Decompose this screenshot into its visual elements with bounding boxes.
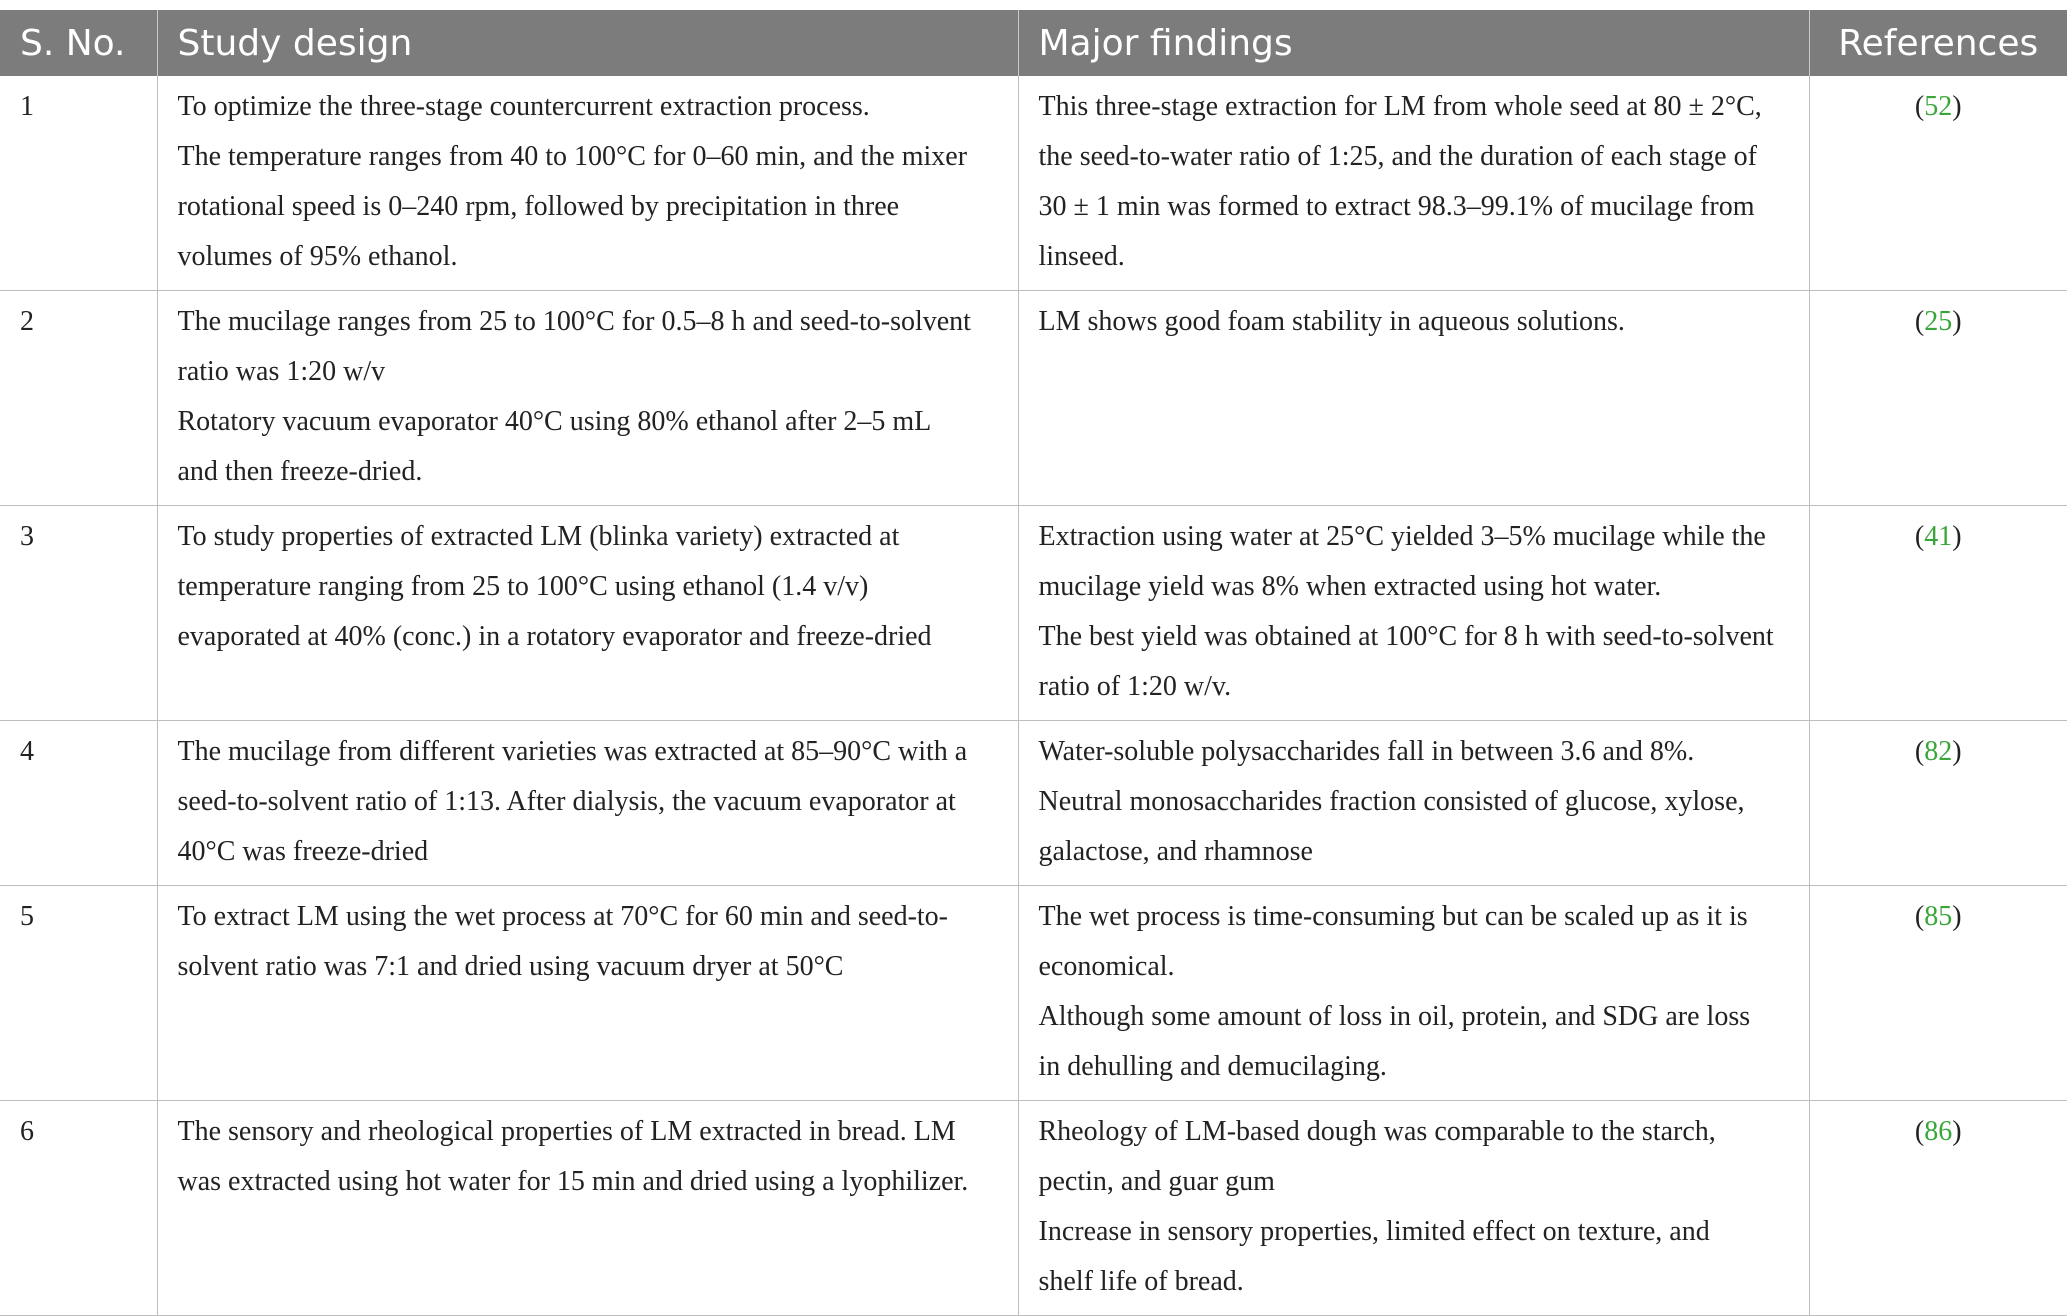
cell-reference: (41) [1809, 506, 2067, 721]
cell-study-design [157, 886, 1018, 1101]
cell-major-findings [1018, 721, 1809, 886]
table-row [0, 291, 2067, 506]
study-design-line: 40°C was freeze-dried [177, 836, 429, 867]
cell-study-design [157, 291, 1018, 506]
cell-study-design [157, 76, 1018, 291]
reference-link[interactable]: 52 [1924, 91, 1953, 122]
study-design-line: seed-to-solvent ratio of 1:13. After dialysis, the vacuum evaporator at [177, 786, 956, 817]
major-findings-line: Extraction using water at 25°C yielded 3–5% mucilage while the [1038, 521, 1766, 552]
study-design-line: solvent ratio was 7:1 and dried using vacuum dryer at 50°C [177, 951, 844, 982]
major-findings-line: galactose, and rhamnose [1038, 836, 1313, 867]
reference-link[interactable]: 82 [1924, 736, 1953, 767]
major-findings-line: The best yield was obtained at 100°C for 8 h with seed-to-solvent [1038, 621, 1774, 652]
major-findings-line: The wet process is time-consuming but can be scaled up as it is [1038, 901, 1748, 932]
study-design-line: The mucilage from different varieties was extracted at 85–90°C with a [177, 736, 968, 767]
major-findings-line: Rheology of LM-based dough was comparable to the starch, [1038, 1116, 1716, 1147]
cell-sno: 5 [0, 886, 157, 1101]
study-design-line: To extract LM using the wet process at 70°C for 60 min and seed-to- [177, 901, 948, 932]
header-references: References [1809, 10, 2067, 76]
table-header [0, 10, 2067, 76]
cell-major-findings [1018, 76, 1809, 291]
major-findings-line: ratio of 1:20 w/v. [1038, 671, 1232, 702]
cell-study-design [157, 721, 1018, 886]
table-row [0, 721, 2067, 886]
study-design-line: The mucilage ranges from 25 to 100°C for 0.5–8 h and seed-to-solvent [177, 306, 971, 337]
header-row [0, 10, 2067, 76]
cell-sno: 2 [0, 291, 157, 506]
data-table-container [0, 10, 2067, 1316]
table-body [0, 76, 2067, 1316]
cell-sno: 4 [0, 721, 157, 886]
reference-link[interactable]: 25 [1924, 306, 1953, 337]
header-study-design: Study design [157, 10, 1018, 76]
header-major-findings: Major findings [1018, 10, 1809, 76]
cell-major-findings [1018, 291, 1809, 506]
cell-sno: 1 [0, 76, 157, 291]
major-findings-line: pectin, and guar gum [1038, 1166, 1275, 1197]
study-design-line: The temperature ranges from 40 to 100°C for 0–60 min, and the mixer [177, 141, 968, 172]
cell-reference: (52) [1809, 76, 2067, 291]
cell-reference: (25) [1809, 291, 2067, 506]
major-findings-line: mucilage yield was 8% when extracted using hot water. [1038, 571, 1662, 602]
major-findings-line: the seed-to-water ratio of 1:25, and the duration of each stage of [1038, 141, 1757, 172]
cell-sno: 3 [0, 506, 157, 721]
major-findings-line: economical. [1038, 951, 1175, 982]
study-design-line: was extracted using hot water for 15 min and dried using a lyophilizer. [177, 1166, 969, 1197]
reference-link[interactable]: 41 [1924, 521, 1953, 552]
major-findings-line: Water-soluble polysaccharides fall in between 3.6 and 8%. [1038, 736, 1695, 767]
cell-major-findings [1018, 1101, 1809, 1316]
study-design-line: and then freeze-dried. [177, 456, 423, 487]
study-design-line: temperature ranging from 25 to 100°C using ethanol (1.4 v/v) [177, 571, 869, 602]
major-findings-line: This three-stage extraction for LM from whole seed at 80 ± 2°C, [1038, 91, 1762, 122]
study-design-line: To optimize the three-stage countercurrent extraction process. [177, 91, 870, 122]
header-sno: S. No. [0, 10, 157, 76]
cell-study-design [157, 506, 1018, 721]
major-findings-line: Although some amount of loss in oil, protein, and SDG are loss [1038, 1001, 1751, 1032]
study-design-line: rotational speed is 0–240 rpm, followed by precipitation in three [177, 191, 900, 222]
table-row [0, 76, 2067, 291]
cell-reference: (85) [1809, 886, 2067, 1101]
major-findings-line: linseed. [1038, 241, 1125, 272]
cell-major-findings [1018, 506, 1809, 721]
study-design-line: volumes of 95% ethanol. [177, 241, 458, 272]
major-findings-line: in dehulling and demucilaging. [1038, 1051, 1387, 1082]
study-design-line: ratio was 1:20 w/v [177, 356, 386, 387]
study-design-line: Rotatory vacuum evaporator 40°C using 80% ethanol after 2–5 mL [177, 406, 932, 437]
reference-link[interactable]: 86 [1924, 1116, 1953, 1147]
study-design-line: The sensory and rheological properties of LM extracted in bread. LM [177, 1116, 956, 1147]
reference-link[interactable]: 85 [1924, 901, 1953, 932]
cell-sno: 6 [0, 1101, 157, 1316]
cell-reference: (82) [1809, 721, 2067, 886]
study-design-line: To study properties of extracted LM (blinka variety) extracted at [177, 521, 900, 552]
cell-reference: (86) [1809, 1101, 2067, 1316]
major-findings-line: 30 ± 1 min was formed to extract 98.3–99.1% of mucilage from [1038, 191, 1755, 222]
major-findings-line: LM shows good foam stability in aqueous solutions. [1038, 306, 1625, 337]
major-findings-line: Increase in sensory properties, limited effect on texture, and [1038, 1216, 1710, 1247]
study-design-line: evaporated at 40% (conc.) in a rotatory evaporator and freeze-dried [177, 621, 932, 652]
major-findings-line: Neutral monosaccharides fraction consisted of glucose, xylose, [1038, 786, 1745, 817]
data-table [0, 10, 2067, 1316]
table-row [0, 1101, 2067, 1316]
table-row [0, 886, 2067, 1101]
cell-major-findings [1018, 886, 1809, 1101]
cell-study-design [157, 1101, 1018, 1316]
table-row [0, 506, 2067, 721]
major-findings-line: shelf life of bread. [1038, 1266, 1244, 1297]
